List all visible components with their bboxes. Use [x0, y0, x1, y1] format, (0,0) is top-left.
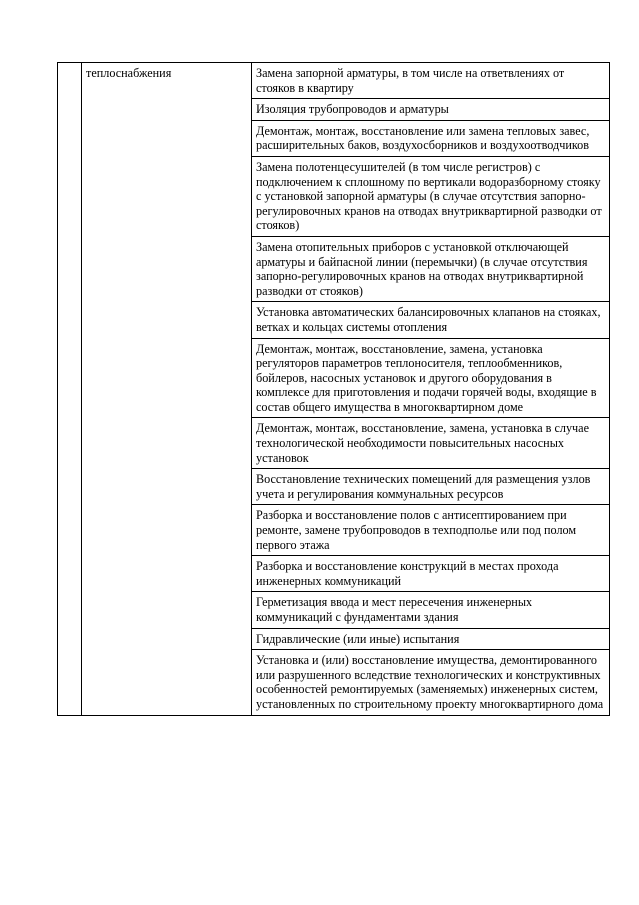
work-cell: Замена отопительных приборов с установкой отключающей арматуры и байпасной линии (перемычки) (в случае отсутствия запорно-регулировочных кранов на отводах внутриквартирной разводки от стояков) [252, 236, 610, 301]
number-cell [58, 63, 82, 716]
works-table [57, 62, 610, 716]
work-cell: Демонтаж, монтаж, восстановление, замена, установка в случае технологической необходимости повысительных насосных установок [252, 418, 610, 469]
table-row [58, 63, 610, 99]
system-cell: теплоснабжения [82, 63, 252, 716]
work-cell: Гидравлические (или иные) испытания [252, 628, 610, 650]
work-cell: Восстановление технических помещений для размещения узлов учета и регулирования коммунальных ресурсов [252, 469, 610, 505]
work-cell: Замена запорной арматуры, в том числе на ответвлениях от стояков в квартиру [252, 63, 610, 99]
work-cell: Демонтаж, монтаж, восстановление или замена тепловых завес, расширительных баков, воздухосборников и воздухоотводчиков [252, 120, 610, 156]
work-cell: Герметизация ввода и мест пересечения инженерных коммуникаций с фундаментами здания [252, 592, 610, 628]
works-table-body [58, 63, 610, 716]
work-cell: Демонтаж, монтаж, восстановление, замена, установка регуляторов параметров теплоносителя, теплообменников, бойлеров, насосных установок и другого оборудования в комплексе для приготовления и подачи горячей воды, входящие в состав общего имущества в многоквартирном доме [252, 338, 610, 418]
work-cell: Установка и (или) восстановление имущества, демонтированного или разрушенного вследствие технологических и конструктивных особенностей ремонтируемых (заменяемых) инженерных систем, установленных по строительному проекту многоквартирного дома [252, 650, 610, 715]
work-cell: Разборка и восстановление конструкций в местах прохода инженерных коммуникаций [252, 556, 610, 592]
work-cell: Изоляция трубопроводов и арматуры [252, 99, 610, 121]
work-cell: Замена полотенцесушителей (в том числе регистров) с подключением к сплошному по вертикали водоразборному стояку с установкой запорной арматуры (в случае отсутствия запорно-регулировочных кранов на отводах внутриквартирной разводки от стояков) [252, 156, 610, 236]
work-cell: Разборка и восстановление полов с антисептированием при ремонте, замене трубопроводов в техподполье или под полом первого этажа [252, 505, 610, 556]
work-cell: Установка автоматических балансировочных клапанов на стояках, ветках и кольцах системы отопления [252, 302, 610, 338]
